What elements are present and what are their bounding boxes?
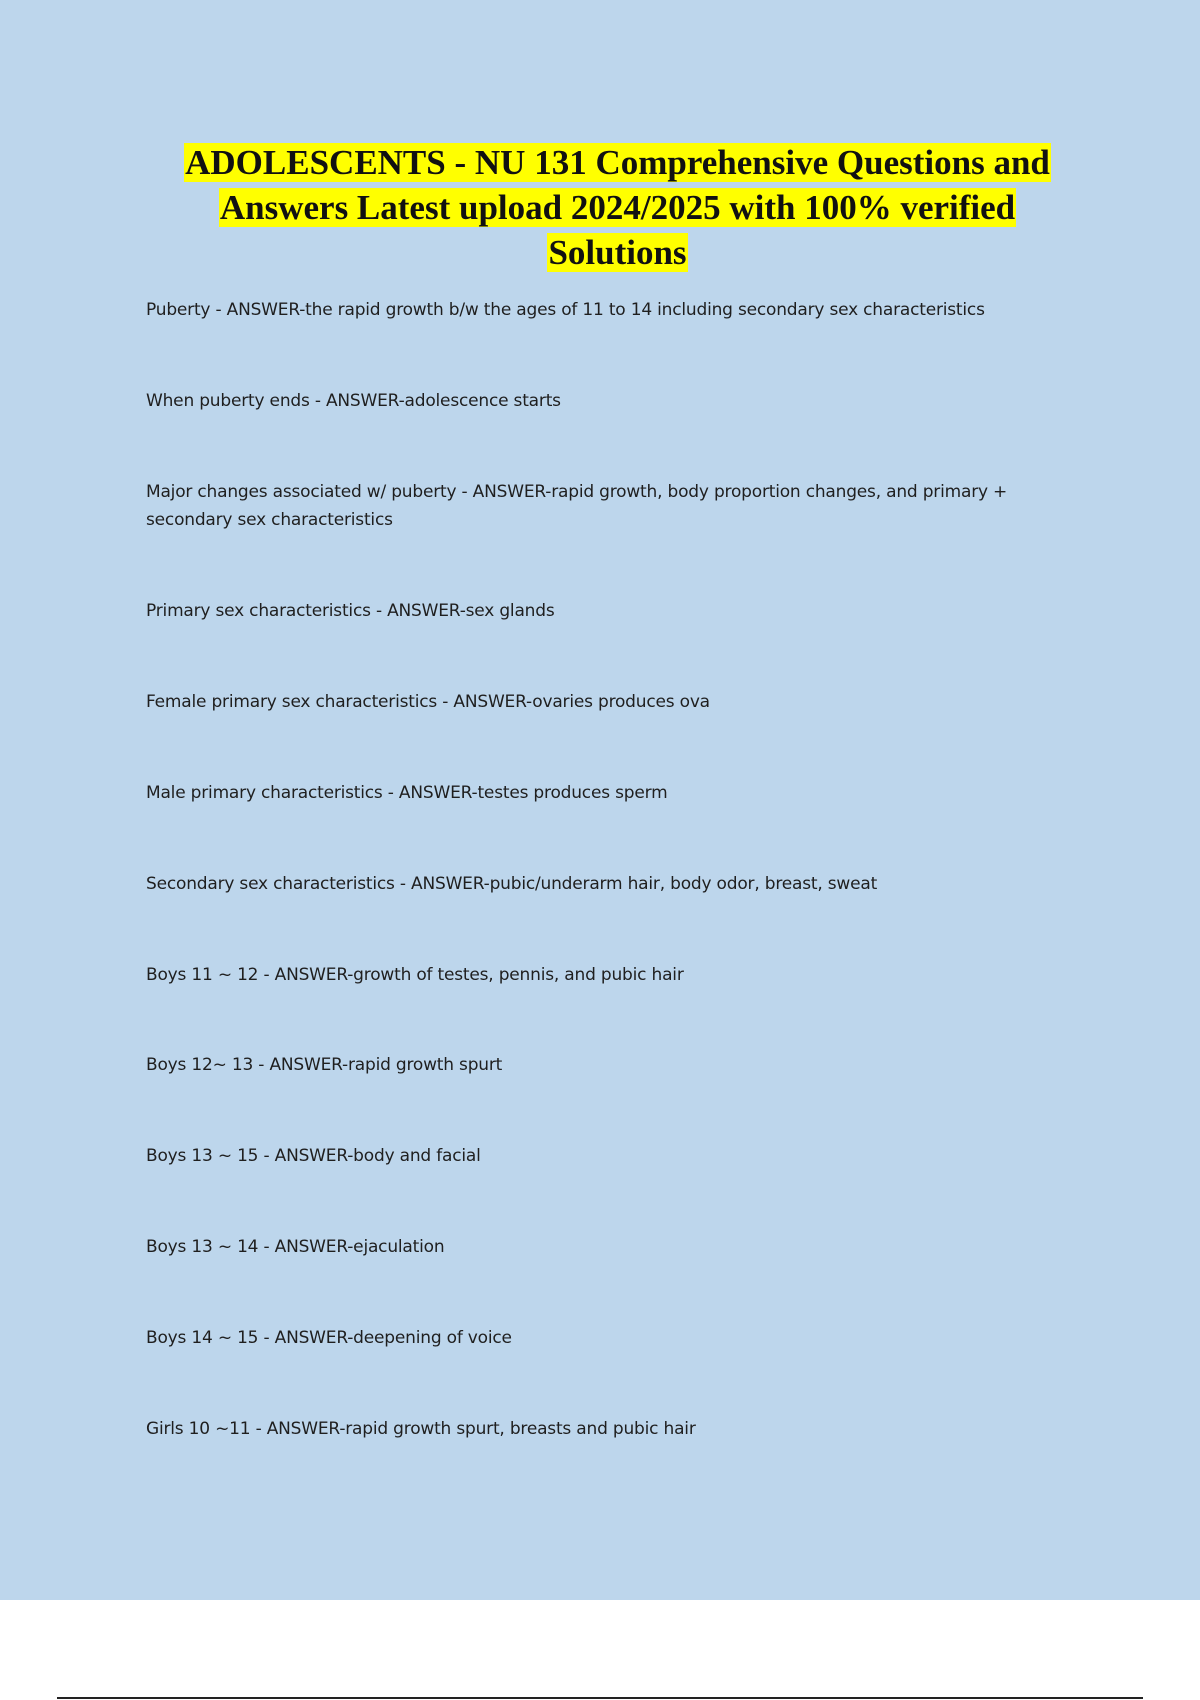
qa-item-boys-12-13: Boys 12~ 13 - ANSWER-rapid growth spurt <box>146 1055 503 1075</box>
qa-item-puberty-ends: When puberty ends - ANSWER-adolescence starts <box>146 391 561 411</box>
title-highlight: ADOLESCENTS - NU 131 Comprehensive Questions and Answers Latest upload 2024/2025 with 100% verified Solutions <box>185 143 1050 272</box>
footer-divider <box>57 1697 1143 1699</box>
qa-item-puberty: Puberty - ANSWER-the rapid growth b/w the ages of 11 to 14 including secondary sex characteristics <box>146 300 985 320</box>
qa-item-boys-13-15: Boys 13 ~ 15 - ANSWER-body and facial <box>146 1146 481 1166</box>
qa-item-boys-11-12: Boys 11 ~ 12 - ANSWER-growth of testes, pennis, and pubic hair <box>146 965 684 985</box>
qa-item-male-primary: Male primary characteristics - ANSWER-testes produces sperm <box>146 783 668 803</box>
qa-item-boys-13-14: Boys 13 ~ 14 - ANSWER-ejaculation <box>146 1237 445 1257</box>
qa-item-female-primary: Female primary sex characteristics - ANSWER-ovaries produces ova <box>146 692 710 712</box>
qa-item-primary-sex-characteristics: Primary sex characteristics - ANSWER-sex glands <box>146 601 555 621</box>
document-title <box>150 140 1085 275</box>
qa-item-major-changes: Major changes associated w/ puberty - ANSWER-rapid growth, body proportion changes, and primary + secondary sex characteristics <box>146 482 1008 530</box>
qa-item-girls-10-11: Girls 10 ~11 - ANSWER-rapid growth spurt, breasts and pubic hair <box>146 1419 696 1439</box>
qa-item-secondary-sex-characteristics: Secondary sex characteristics - ANSWER-pubic/underarm hair, body odor, breast, sweat <box>146 874 878 894</box>
qa-item-boys-14-15: Boys 14 ~ 15 - ANSWER-deepening of voice <box>146 1328 512 1348</box>
